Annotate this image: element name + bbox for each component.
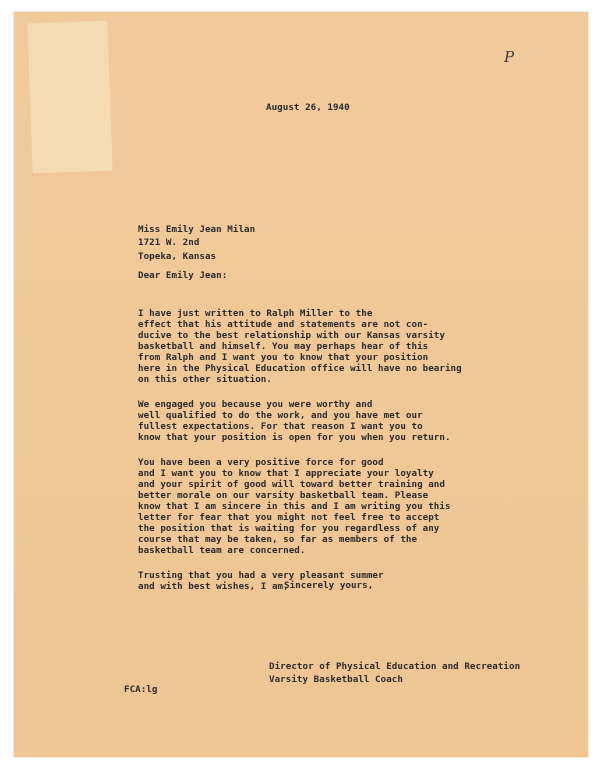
body-line: know that I am sincere in this and I am writing you this: [138, 501, 451, 512]
recipient-street: 1721 W. 2nd: [138, 237, 200, 249]
body-line: letter for fear that you might not feel free to accept: [138, 512, 440, 523]
signature-title: Director of Physical Education and Recreation: [269, 661, 521, 672]
tape-residue: [27, 21, 112, 174]
body-line: know that your position is open for you when you return.: [138, 432, 451, 443]
body-line: fullest expectations. For that reason I want you to: [138, 421, 423, 432]
reference-initials: FCA:lg: [124, 684, 158, 695]
recipient-address: [138, 223, 255, 263]
body-line: the position that is waiting for you regardless of any: [138, 523, 440, 534]
letter-body: [138, 294, 558, 606]
body-line: We engaged you because you were worthy and: [138, 399, 373, 410]
body-line: here in the Physical Education office will have no bearing: [138, 363, 462, 374]
recipient-name: Miss Emily Jean Milan: [138, 224, 256, 235]
salutation: Dear Emily Jean:: [138, 270, 228, 281]
complimentary-closing: Sincerely yours,: [284, 580, 374, 591]
body-line: Trusting that you had a very pleasant summer: [138, 570, 384, 581]
recipient-city: Topeka, Kansas: [138, 250, 217, 262]
body-line: better morale on our varsity basketball team. Please: [138, 490, 429, 501]
body-line: and your spirit of good will toward better training and: [138, 479, 445, 490]
body-line: and I want you to know that I appreciate your loyalty: [138, 468, 434, 479]
letter-page: [14, 12, 588, 757]
body-line: ducive to the best relationship with our Kansas varsity: [138, 330, 445, 341]
body-line: basketball team are concerned.: [138, 545, 306, 556]
body-line: basketball and himself. You may perhaps hear of this: [138, 341, 429, 352]
body-line: effect that his attitude and statements are not con-: [138, 319, 429, 330]
signature-block: [269, 661, 520, 686]
body-line: from Ralph and I want you to know that your position: [138, 352, 429, 363]
body-line: and with best wishes, I am,: [138, 581, 289, 592]
signature-subtitle: Varsity Basketball Coach: [269, 673, 403, 685]
body-line: You have been a very positive force for good: [138, 457, 384, 468]
body-line: on this other situation.: [138, 374, 272, 385]
letter-date: August 26, 1940: [266, 102, 350, 113]
body-line: I have just written to Ralph Miller to the: [138, 308, 373, 319]
body-line: well qualified to do the work, and you have met our: [138, 410, 423, 421]
corner-mark: P: [504, 48, 515, 66]
body-line: course that may be taken, so far as members of the: [138, 534, 418, 545]
